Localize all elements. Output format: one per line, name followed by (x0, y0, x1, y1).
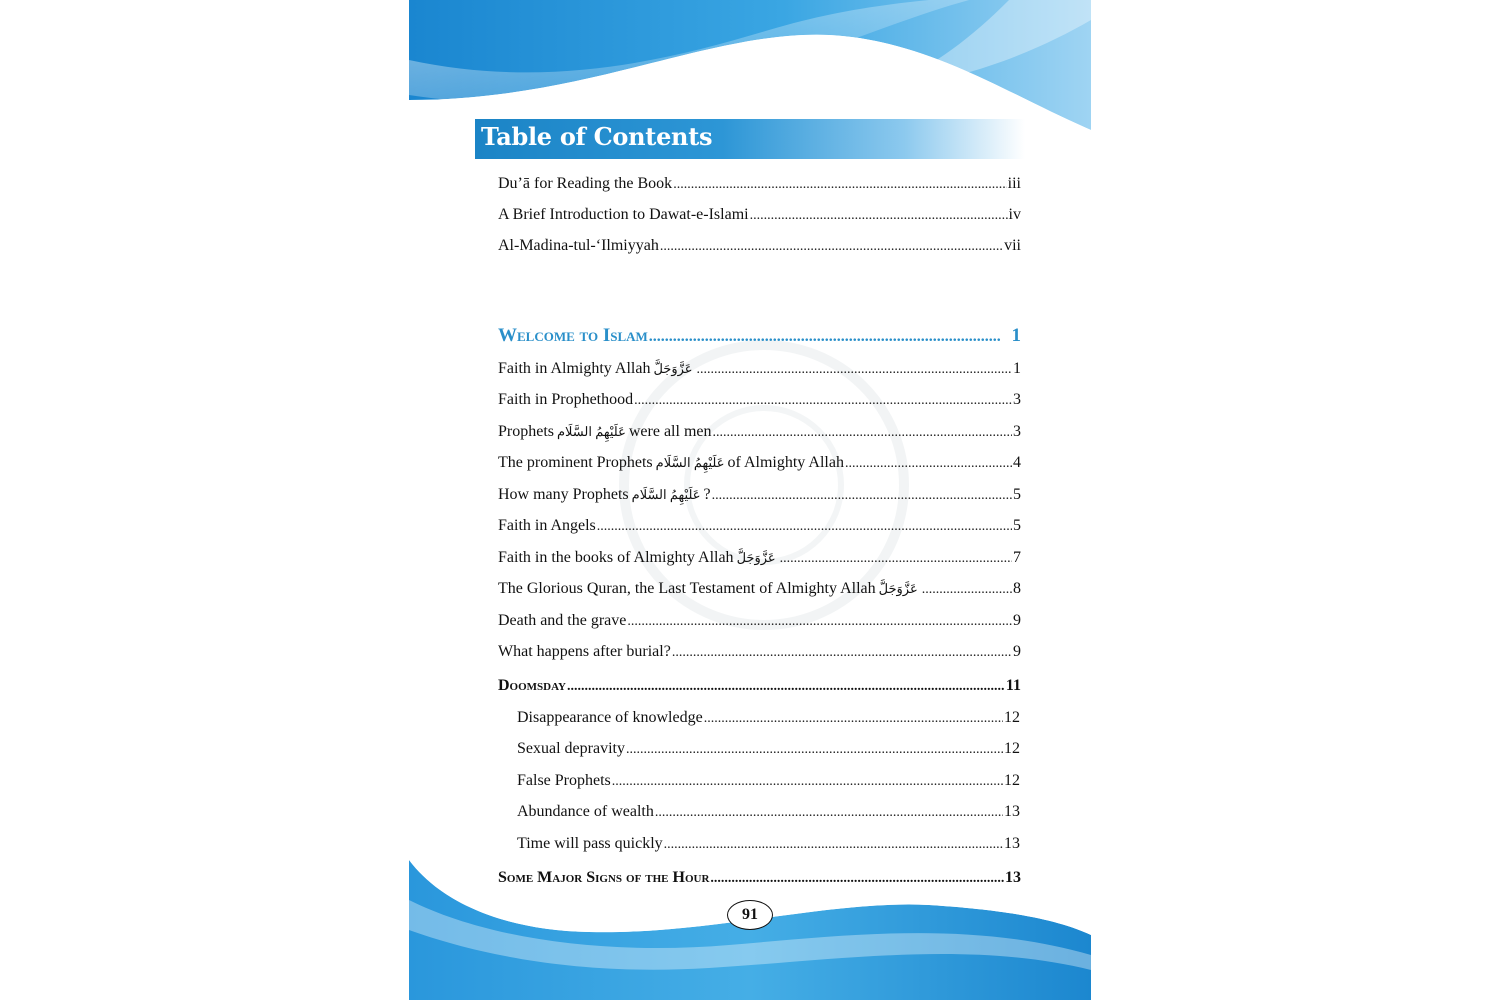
dot-leader (660, 234, 1003, 260)
toc-entry-page: 3 (1013, 391, 1021, 408)
arabic-honorific: عَلَيْهِمُ السَّلَام (557, 424, 626, 439)
toc-subentry[interactable] (517, 799, 1020, 825)
toc-entry[interactable] (498, 171, 1021, 197)
toc-subentry[interactable] (517, 831, 1020, 857)
toc-entry[interactable] (498, 233, 1021, 259)
dot-leader (612, 769, 1003, 795)
toc-entry-page: 4 (1013, 454, 1021, 471)
page-number-badge: 91 (727, 900, 773, 930)
dot-leader (626, 737, 1003, 763)
toc-entry-page: 1 (1013, 360, 1021, 377)
arabic-honorific: عَزَّوَجَلَّ (736, 550, 776, 565)
toc-entry-label: Faith in Prophethood (498, 391, 634, 408)
dot-leader (922, 577, 1012, 603)
toc-subentry[interactable] (517, 768, 1020, 794)
toc-entry-label: Faith in the books of Almighty Allah (498, 549, 734, 566)
toc-entry[interactable] (498, 608, 1021, 634)
toc-entry-page: iii (1007, 175, 1021, 192)
toc-entry-label: Time will pass quickly (517, 835, 663, 852)
section-page: 1 (1011, 325, 1021, 346)
toc-entry-label-tail: ? (703, 486, 711, 503)
toc-entry[interactable] (498, 576, 1021, 602)
toc-entry-label: What happens after burial? (498, 643, 671, 660)
dot-leader (597, 514, 1012, 540)
toc-entry-page: 3 (1013, 423, 1021, 440)
dot-leader (697, 357, 1012, 383)
dot-leader (845, 451, 1012, 477)
toc-entry-label: A Brief Introduction to Dawat-e-Islami (498, 206, 749, 223)
toc-entry-page: 12 (1004, 740, 1020, 757)
toc-entry-page: iv (1008, 206, 1021, 223)
toc-entry-label: The Glorious Quran, the Last Testament of Almighty Allah (498, 580, 876, 597)
dot-leader (710, 866, 1004, 892)
toc-entry-label: How many Prophets (498, 486, 629, 503)
arabic-honorific: عَلَيْهِمُ السَّلَام (655, 455, 725, 470)
toc-entry-label: Prophets (498, 423, 554, 440)
dot-leader (664, 832, 1003, 858)
title-bar (475, 119, 1025, 159)
dot-leader (649, 324, 1001, 350)
dot-leader (712, 420, 1012, 446)
dot-leader (780, 546, 1012, 572)
toc-entry[interactable] (498, 387, 1021, 413)
toc-entry-label: The prominent Prophets (498, 454, 653, 471)
toc-entry-label-tail: were all men (628, 423, 712, 440)
book-page (409, 0, 1091, 1000)
toc-entry-page: 8 (1013, 580, 1021, 597)
toc-entry[interactable] (498, 419, 1021, 445)
toc-entry-label: Al-Madina-tul-‘Ilmiyyah (498, 237, 659, 254)
toc-entry-page: 13 (1004, 835, 1020, 852)
toc-entry-page: 12 (1004, 709, 1020, 726)
dot-leader (627, 609, 1012, 635)
toc-subsection-major-signs[interactable] (498, 865, 1021, 891)
toc-entry-page: 9 (1013, 612, 1021, 629)
dot-leader (712, 483, 1012, 509)
dot-leader (750, 203, 1008, 229)
arabic-honorific: عَلَيْهِمُ السَّلَام (631, 487, 701, 502)
toc-entry[interactable] (498, 639, 1021, 665)
toc-entry[interactable] (498, 450, 1021, 476)
toc-entry-page: 5 (1013, 517, 1021, 534)
dot-leader (672, 640, 1012, 666)
toc-entry-page: 5 (1013, 486, 1021, 503)
page-title: Table of Contents (481, 122, 713, 151)
dot-leader (673, 172, 1006, 198)
toc-entry-label: Sexual depravity (517, 740, 625, 757)
toc-entry-label: Faith in Almighty Allah (498, 360, 651, 377)
toc-entry-page: 11 (1005, 677, 1021, 694)
dot-leader (567, 674, 1005, 700)
toc-entry-label: False Prophets (517, 772, 611, 789)
toc-subentry[interactable] (517, 736, 1020, 762)
section-label: Welcome to Islam (498, 325, 648, 346)
toc-entry[interactable] (498, 545, 1021, 571)
toc-entry-label: Du’ā for Reading the Book (498, 175, 673, 192)
toc-subentry[interactable] (517, 705, 1020, 731)
toc-entry-label: Abundance of wealth (517, 803, 654, 820)
toc-entry-page: 12 (1004, 772, 1020, 789)
dot-leader (634, 388, 1012, 414)
toc-entry-label: Faith in Angels (498, 517, 596, 534)
toc-subsection-doomsday[interactable] (498, 673, 1021, 699)
toc-section-welcome[interactable] (498, 323, 1021, 349)
toc-entry[interactable] (498, 202, 1021, 228)
dot-leader (655, 800, 1003, 826)
dot-leader (704, 706, 1003, 732)
arabic-honorific: عَزَّوَجَلَّ (878, 581, 918, 596)
toc-entry[interactable] (498, 356, 1021, 382)
arabic-honorific: عَزَّوَجَلَّ (653, 361, 693, 376)
toc-entry[interactable] (498, 513, 1021, 539)
toc-entry-page: 13 (1004, 803, 1020, 820)
toc-entry[interactable] (498, 482, 1021, 508)
toc-entry-page: 9 (1013, 643, 1021, 660)
toc-entry-page: vii (1004, 237, 1021, 254)
toc-entry-label: Death and the grave (498, 612, 627, 629)
toc-entry-page: 7 (1013, 549, 1021, 566)
toc-entry-label-tail: of Almighty Allah (727, 454, 844, 471)
toc-entry-label: Doomsday (498, 677, 566, 694)
toc-entry-page: 13 (1005, 869, 1021, 886)
toc-entry-label: Some Major Signs of the Hour (498, 869, 710, 886)
toc-entry-label: Disappearance of knowledge (517, 709, 703, 726)
